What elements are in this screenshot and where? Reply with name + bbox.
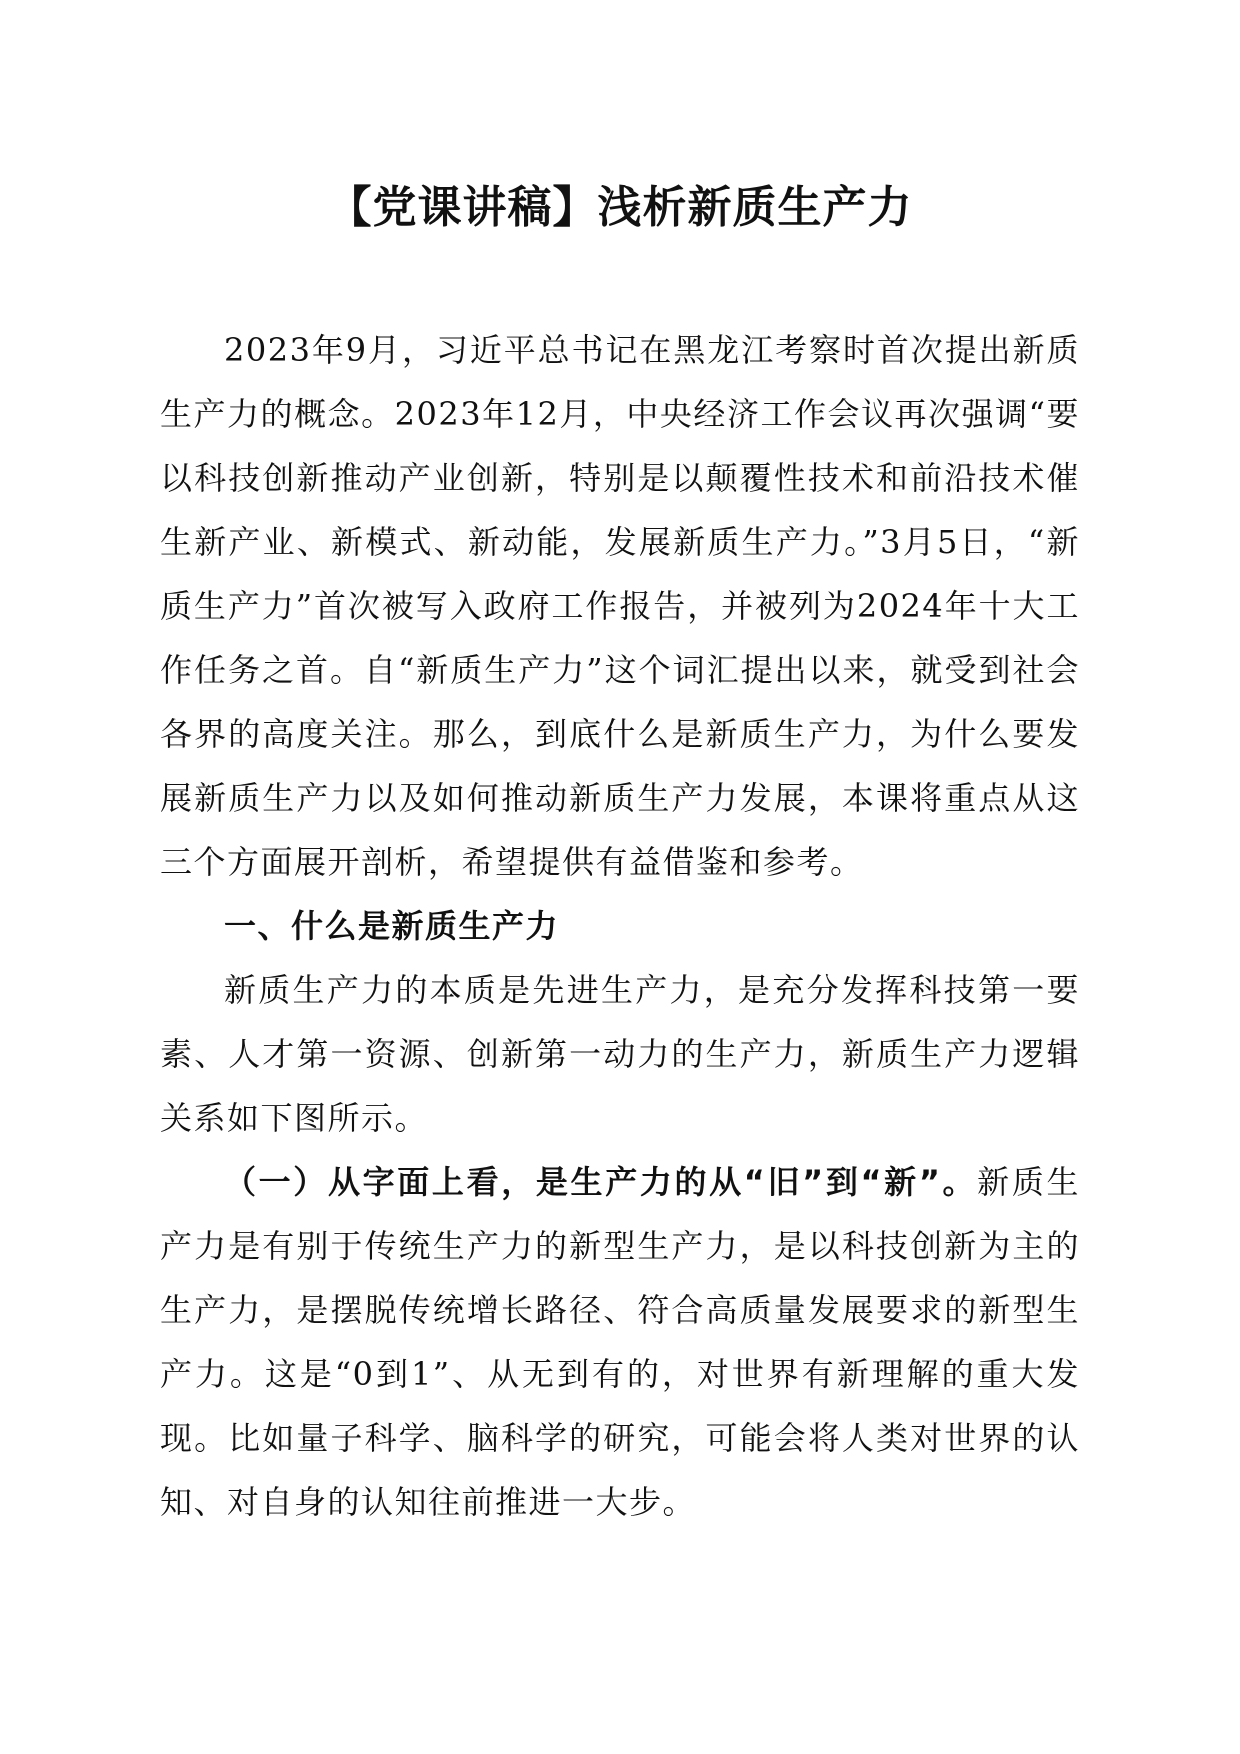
- intro-paragraph: 2023年9月，习近平总书记在黑龙江考察时首次提出新质生产力的概念。2023年12月，中央经济工作会议再次强调“要以科技创新推动产业创新，特别是以颠覆性技术和前沿技术催生新产业、新模式、新动能，发展新质生产力。”3月5日，“新质生产力”首次被写入政府工作报告，并被列为2024年十大工作任务之首。自“新质生产力”这个词汇提出以来，就受到社会各界的高度关注。那么，到底什么是新质生产力，为什么要发展新质生产力以及如何推动新质生产力发展，本课将重点从这三个方面展开剖析，希望提供有益借鉴和参考。: [160, 331, 1080, 881]
- subsection-paragraph: [160, 1150, 1080, 1534]
- section-heading: 一、什么是新质生产力: [224, 907, 560, 945]
- subsection-lead: （一）从字面上看，是生产力的从“旧”到“新”。: [224, 1163, 978, 1201]
- document-body: [160, 318, 1080, 1534]
- subsection-text: 新质生产力是有别于传统生产力的新型生产力，是以科技创新为主的生产力，是摆脱传统增长路径、符合高质量发展要求的新型生产力。这是“0到1”、从无到有的，对世界有新理解的重大发现。比如量子科学、脑科学的研究，可能会将人类对世界的认知、对自身的认知往前推进一大步。: [160, 1163, 1080, 1521]
- document-title: 【党课讲稿】浅析新质生产力: [327, 182, 913, 233]
- section-paragraph: 新质生产力的本质是先进生产力，是充分发挥科技第一要素、人才第一资源、创新第一动力的生产力，新质生产力逻辑关系如下图所示。: [160, 971, 1080, 1137]
